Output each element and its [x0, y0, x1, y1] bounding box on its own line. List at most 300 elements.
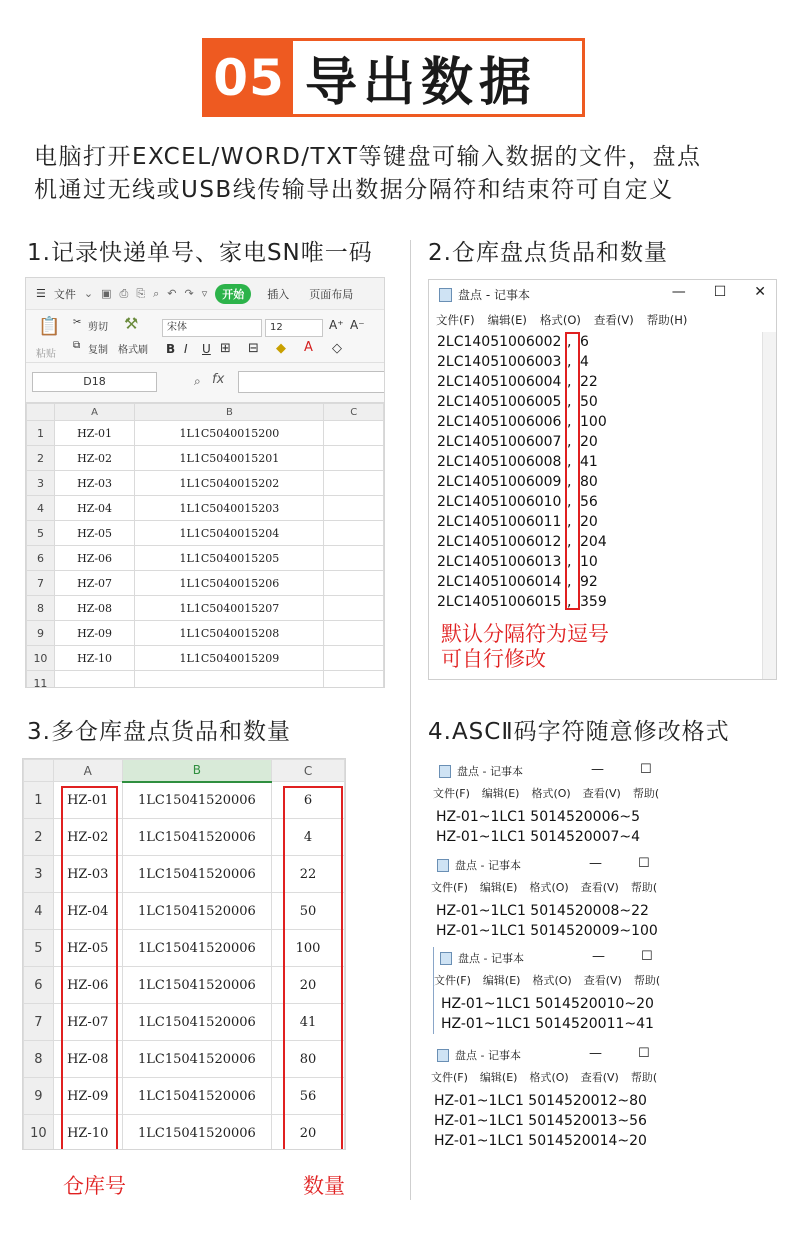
cell-b[interactable]: 1LC15041520006 — [122, 1004, 271, 1041]
notepad-icon — [437, 859, 449, 872]
maximize-icon[interactable]: ☐ — [640, 762, 652, 777]
text-line: HZ-01~1LC1 5014520006~5 — [436, 809, 641, 825]
text-line: HZ-01~1LC1 5014520009~100 — [436, 923, 658, 939]
cell-c[interactable] — [324, 421, 384, 446]
cell-b[interactable]: 1L1C5040015208 — [135, 621, 324, 646]
close-icon[interactable]: ✕ — [754, 284, 766, 300]
cell-a[interactable]: HZ-08 — [53, 1041, 122, 1078]
notepad-title: 盘点 - 记事本 — [458, 952, 524, 965]
row-number[interactable]: 2 — [24, 819, 54, 856]
notepad-menubar — [433, 782, 673, 804]
cell-b[interactable]: 1LC15041520006 — [122, 1115, 271, 1151]
notepad-text-area[interactable] — [434, 991, 685, 1034]
notepad-menubar — [429, 309, 776, 331]
undo-icon[interactable]: ↶ — [167, 287, 177, 300]
column-header-a[interactable]: A — [54, 404, 134, 421]
quantity: 100 — [580, 414, 607, 430]
text-line — [437, 552, 607, 572]
redo-icon[interactable]: ↷ — [184, 287, 194, 300]
text-line — [437, 532, 607, 552]
notepad-window-mini — [431, 1044, 676, 1151]
cell-b[interactable]: 1L1C5040015209 — [135, 646, 324, 671]
notepad-icon — [439, 288, 452, 302]
quantity: 50 — [580, 394, 598, 410]
cell-b[interactable]: 1L1C5040015207 — [135, 596, 324, 621]
cell-a[interactable]: HZ-03 — [54, 471, 134, 496]
text-line: HZ-01~1LC1 5014520013~56 — [434, 1113, 647, 1129]
row-number[interactable]: 11 — [27, 671, 55, 689]
cell-a[interactable]: HZ-02 — [54, 446, 134, 471]
window-controls — [672, 284, 766, 300]
item-code: 2LC14051006011 — [437, 514, 562, 530]
table-row — [27, 471, 384, 496]
banner-title: 导出数据 — [305, 53, 538, 113]
text-line — [437, 492, 607, 512]
text-line — [437, 372, 607, 392]
menu-format[interactable]: 格式(O) — [532, 974, 572, 987]
cell-c[interactable] — [324, 621, 384, 646]
cell-a[interactable]: HZ-09 — [54, 621, 134, 646]
cell-a[interactable]: HZ-08 — [54, 596, 134, 621]
export-icon[interactable]: ⎙ — [119, 286, 129, 300]
minimize-icon[interactable]: — — [589, 856, 602, 871]
select-all-corner[interactable] — [24, 760, 54, 782]
eraser-icon[interactable]: ◇ — [332, 341, 342, 356]
cell-b[interactable]: 1LC15041520006 — [122, 967, 271, 1004]
table-row — [27, 621, 384, 646]
cell-a[interactable]: HZ-04 — [53, 893, 122, 930]
name-box[interactable]: D18 — [32, 372, 157, 392]
cell-a[interactable] — [54, 671, 134, 689]
formula-bar — [26, 363, 384, 403]
cell-b[interactable]: 1LC15041520006 — [122, 1041, 271, 1078]
menu-help[interactable]: 帮助( — [630, 1071, 658, 1084]
cell-c[interactable] — [324, 596, 384, 621]
cell-a[interactable]: HZ-07 — [54, 571, 134, 596]
notepad-titlebar — [431, 1044, 676, 1066]
table-row — [27, 571, 384, 596]
notepad-icon — [439, 765, 451, 778]
text-line — [437, 412, 607, 432]
cell-c[interactable]: 56 — [272, 1078, 345, 1115]
menu-view[interactable]: 查看(V) — [593, 313, 634, 327]
excel-window-1 — [25, 277, 385, 688]
notepad-icon — [440, 952, 452, 965]
table-row — [27, 646, 384, 671]
quantity: 204 — [580, 534, 607, 550]
cell-a[interactable]: HZ-10 — [54, 646, 134, 671]
separator: , — [567, 574, 572, 590]
print-icon[interactable]: ⎘ — [136, 286, 146, 300]
warehouse-label: 仓库号 — [63, 1174, 126, 1198]
menu-format[interactable]: 格式(O) — [531, 787, 571, 800]
notepad-text-area[interactable] — [431, 898, 671, 941]
menu-edit[interactable]: 编辑(E) — [482, 974, 521, 987]
cell-b[interactable]: 1L1C5040015200 — [135, 421, 324, 446]
quantity: 20 — [580, 434, 598, 450]
notepad-window-2 — [428, 279, 777, 680]
cell-c[interactable]: 20 — [272, 1115, 345, 1151]
row-number[interactable]: 4 — [24, 893, 54, 930]
text-line — [437, 472, 607, 492]
quantity-column-highlight — [283, 786, 343, 1150]
notepad-menubar — [434, 969, 685, 991]
notepad-window-mini — [433, 947, 685, 1034]
borders-icon[interactable]: ⊞ — [220, 341, 231, 356]
format-painter-button[interactable]: 格式刷 — [118, 345, 148, 356]
excel-window-3 — [22, 758, 346, 1150]
row-number[interactable]: 1 — [24, 782, 54, 819]
notepad-titlebar — [431, 854, 671, 876]
cell-a[interactable]: HZ-06 — [54, 546, 134, 571]
cell-c[interactable] — [324, 546, 384, 571]
separator-highlight-box — [565, 332, 580, 610]
font-select[interactable]: 宋体 — [162, 319, 262, 337]
maximize-icon[interactable]: ☐ — [641, 949, 653, 964]
warehouse-column-highlight — [61, 786, 118, 1150]
separator: , — [567, 354, 572, 370]
item-code: 2LC14051006002 — [437, 334, 562, 350]
menu-view[interactable]: 查看(V) — [580, 1071, 619, 1084]
cell-a[interactable]: HZ-05 — [54, 521, 134, 546]
save-icon[interactable]: ▣ — [101, 287, 112, 300]
row-number[interactable]: 4 — [27, 496, 55, 521]
menu-file[interactable]: 文件 — [53, 287, 76, 301]
merge-icon[interactable]: ⊟ — [248, 341, 259, 356]
select-all-corner[interactable] — [27, 404, 55, 421]
tab-page-layout[interactable]: 页面布局 — [309, 287, 354, 301]
cell-b[interactable]: 1L1C5040015202 — [135, 471, 324, 496]
formula-input[interactable] — [238, 371, 385, 393]
notepad-title: 盘点 - 记事本 — [457, 765, 523, 778]
maximize-icon[interactable]: ☐ — [638, 856, 650, 871]
text-line: HZ-01~1LC1 5014520011~41 — [441, 1016, 654, 1032]
notepad-text-area[interactable] — [431, 1088, 676, 1151]
quantity: 56 — [580, 494, 598, 510]
cell-a[interactable]: HZ-03 — [53, 856, 122, 893]
cell-b[interactable] — [135, 671, 324, 689]
cell-a[interactable]: HZ-04 — [54, 496, 134, 521]
row-number[interactable]: 5 — [27, 521, 55, 546]
quantity: 80 — [580, 474, 598, 490]
cut-button[interactable]: 剪切 — [88, 322, 108, 333]
chevron-down-icon[interactable]: ⌄ — [83, 287, 94, 300]
table-row — [27, 596, 384, 621]
separator: , — [567, 374, 572, 390]
section-banner — [202, 38, 585, 117]
separator-note — [441, 622, 609, 672]
notepad-title: 盘点 - 记事本 — [455, 1049, 521, 1062]
separator: , — [567, 534, 572, 550]
window-controls — [589, 856, 650, 871]
notepad-text-area[interactable] — [437, 332, 607, 612]
table-row — [27, 521, 384, 546]
text-line — [437, 512, 607, 532]
maximize-icon[interactable]: ☐ — [638, 1046, 650, 1061]
vertical-scrollbar[interactable] — [762, 332, 776, 680]
cell-a[interactable]: HZ-02 — [53, 819, 122, 856]
separator: , — [567, 594, 572, 610]
window-controls — [589, 1046, 650, 1061]
row-number[interactable]: 6 — [24, 967, 54, 1004]
minimize-icon[interactable]: — — [589, 1046, 602, 1061]
column-header-b[interactable]: B — [135, 404, 324, 421]
cell-c[interactable]: 4 — [272, 819, 345, 856]
preview-icon[interactable]: ⌕ — [153, 286, 160, 300]
menu-view[interactable]: 查看(V) — [583, 974, 622, 987]
quantity: 92 — [580, 574, 598, 590]
table-row — [27, 546, 384, 571]
copy-icon[interactable]: ⧉ — [73, 340, 81, 351]
cell-b[interactable]: 1L1C5040015205 — [135, 546, 324, 571]
cell-a[interactable]: HZ-09 — [53, 1078, 122, 1115]
item-code: 2LC14051006003 — [437, 354, 562, 370]
item-code: 2LC14051006004 — [437, 374, 562, 390]
row-number[interactable]: 7 — [24, 1004, 54, 1041]
section-title-1: 1.记录快递单号、家电SN唯一码 — [27, 240, 373, 266]
format-painter-icon[interactable]: ⚒ — [124, 314, 139, 333]
notepad-menubar — [431, 876, 671, 898]
italic-button[interactable]: I — [184, 342, 188, 356]
excel-menubar — [26, 278, 384, 310]
row-number[interactable]: 3 — [27, 471, 55, 496]
quantity: 359 — [580, 594, 607, 610]
excel-grid-1 — [26, 403, 384, 688]
quantity: 41 — [580, 454, 598, 470]
row-number[interactable]: 3 — [24, 856, 54, 893]
notepad-text-area[interactable] — [433, 804, 673, 847]
cell-c[interactable] — [324, 471, 384, 496]
cell-b[interactable]: 1LC15041520006 — [122, 893, 271, 930]
notepad-title: 盘点 - 记事本 — [458, 288, 530, 302]
cell-c[interactable]: 6 — [272, 782, 345, 819]
row-number[interactable]: 5 — [24, 930, 54, 967]
quantity: 6 — [580, 334, 589, 350]
column-header-a[interactable]: A — [53, 760, 122, 782]
tab-insert[interactable]: 插入 — [267, 287, 290, 301]
minimize-icon[interactable]: — — [591, 762, 604, 777]
separator: , — [567, 494, 572, 510]
minimize-icon[interactable]: — — [671, 284, 686, 300]
hamburger-icon[interactable]: ☰ — [36, 287, 46, 300]
quantity: 10 — [580, 554, 598, 570]
menu-file[interactable]: 文件(F) — [434, 974, 471, 987]
notepad-titlebar — [429, 280, 776, 309]
column-header-b[interactable]: B — [122, 760, 271, 782]
menu-help[interactable]: 帮助( — [630, 881, 658, 894]
column-header-c[interactable]: C — [324, 404, 384, 421]
item-code: 2LC14051006006 — [437, 414, 562, 430]
paste-icon[interactable]: 📋 — [38, 316, 61, 337]
text-line — [437, 432, 607, 452]
menu-view[interactable]: 查看(V) — [582, 787, 621, 800]
text-line — [437, 572, 607, 592]
cell-b[interactable]: 1L1C5040015204 — [135, 521, 324, 546]
row-number[interactable]: 9 — [24, 1078, 54, 1115]
cell-c[interactable]: 80 — [272, 1041, 345, 1078]
cell-c[interactable]: 100 — [272, 930, 345, 967]
menu-view[interactable]: 查看(V) — [580, 881, 619, 894]
text-line — [437, 352, 607, 372]
cell-a[interactable]: HZ-07 — [53, 1004, 122, 1041]
item-code: 2LC14051006012 — [437, 534, 562, 550]
maximize-icon[interactable]: ☐ — [713, 284, 727, 300]
section-title-3: 3.多仓库盘点货品和数量 — [27, 719, 291, 745]
separator: , — [567, 514, 572, 530]
menu-edit[interactable]: 编辑(E) — [481, 787, 520, 800]
section-title-4: 4.ASCⅡ码字符随意修改格式 — [428, 719, 730, 745]
separator: , — [567, 334, 572, 350]
cell-c[interactable] — [324, 446, 384, 471]
separator: , — [567, 394, 572, 410]
notepad-window-mini — [431, 854, 671, 941]
separator: , — [567, 434, 572, 450]
cell-b[interactable]: 1L1C5040015201 — [135, 446, 324, 471]
text-line — [437, 392, 607, 412]
bold-button[interactable]: B — [166, 342, 176, 356]
cell-c[interactable]: 50 — [272, 893, 345, 930]
font-color-icon[interactable]: A — [304, 340, 313, 355]
intro-text — [34, 141, 764, 207]
tab-start[interactable]: 开始 — [215, 284, 251, 304]
cell-a[interactable]: HZ-06 — [53, 967, 122, 1004]
intro-line-1: 电脑打开EXCEL/WORD/TXT等键盘可输入数据的文件，盘点 — [34, 144, 702, 170]
grow-font-icon[interactable]: A⁺ — [329, 318, 344, 332]
row-number[interactable]: 8 — [24, 1041, 54, 1078]
separator: , — [567, 474, 572, 490]
cell-a[interactable]: HZ-05 — [53, 930, 122, 967]
row-number[interactable]: 2 — [27, 446, 55, 471]
column-header-c[interactable]: C — [272, 760, 345, 782]
notepad-window-mini — [433, 760, 673, 847]
quantity: 20 — [580, 514, 598, 530]
quantity: 4 — [580, 354, 589, 370]
cell-c[interactable]: 22 — [272, 856, 345, 893]
item-code: 2LC14051006014 — [437, 574, 562, 590]
cell-b[interactable]: 1L1C5040015203 — [135, 496, 324, 521]
row-number[interactable]: 8 — [27, 596, 55, 621]
notepad-icon — [437, 1049, 449, 1062]
item-code: 2LC14051006015 — [437, 594, 562, 610]
menu-file[interactable]: 文件(F) — [433, 787, 470, 800]
cell-b[interactable]: 1LC15041520006 — [122, 782, 271, 819]
separator: , — [567, 554, 572, 570]
table-row — [27, 671, 384, 689]
text-line: HZ-01~1LC1 5014520008~22 — [436, 903, 649, 919]
paste-label[interactable]: 粘贴 — [36, 349, 56, 360]
table-row — [27, 496, 384, 521]
menu-file[interactable]: 文件(F) — [431, 1071, 468, 1084]
cell-b[interactable]: 1LC15041520006 — [122, 856, 271, 893]
cell-c[interactable] — [324, 671, 384, 689]
notepad-titlebar — [434, 947, 685, 969]
cell-a[interactable]: HZ-01 — [53, 782, 122, 819]
cell-b[interactable]: 1LC15041520006 — [122, 1078, 271, 1115]
cell-c[interactable] — [324, 496, 384, 521]
row-number[interactable]: 7 — [27, 571, 55, 596]
menu-format[interactable]: 格式(O) — [539, 313, 581, 327]
text-line — [437, 452, 607, 472]
item-code: 2LC14051006009 — [437, 474, 562, 490]
column-header-row — [24, 760, 345, 782]
more-icon[interactable]: ▿ — [201, 287, 208, 300]
menu-edit[interactable]: 编辑(E) — [487, 313, 527, 327]
cell-c[interactable]: 20 — [272, 967, 345, 1004]
section-title-2: 2.仓库盘点货品和数量 — [428, 240, 668, 266]
notepad-menubar — [431, 1066, 676, 1088]
menu-file[interactable]: 文件(F) — [431, 881, 468, 894]
text-line: HZ-01~1LC1 5014520010~20 — [441, 996, 654, 1012]
cell-a[interactable]: HZ-10 — [53, 1115, 122, 1151]
text-line: HZ-01~1LC1 5014520007~4 — [436, 829, 641, 845]
quantity: 22 — [580, 374, 598, 390]
cell-c[interactable] — [324, 646, 384, 671]
intro-line-2: 机通过无线或USB线传输导出数据分隔符和结束符可自定义 — [34, 177, 674, 203]
row-number[interactable]: 10 — [27, 646, 55, 671]
column-divider — [410, 240, 411, 1200]
fx-icon[interactable]: fx — [212, 372, 225, 387]
cell-a[interactable]: HZ-01 — [54, 421, 134, 446]
shrink-font-icon[interactable]: A⁻ — [350, 318, 365, 332]
cell-b[interactable]: 1LC15041520006 — [122, 819, 271, 856]
cell-c[interactable]: 41 — [272, 1004, 345, 1041]
underline-button[interactable]: U — [202, 342, 211, 356]
menu-edit[interactable]: 编辑(E) — [479, 881, 518, 894]
item-code: 2LC14051006013 — [437, 554, 562, 570]
row-number[interactable]: 1 — [27, 421, 55, 446]
row-number[interactable]: 9 — [27, 621, 55, 646]
notepad-titlebar — [433, 760, 673, 782]
cell-c[interactable] — [324, 571, 384, 596]
table-row — [27, 446, 384, 471]
text-line — [437, 332, 607, 352]
separator: , — [567, 414, 572, 430]
menu-format[interactable]: 格式(O) — [529, 1071, 569, 1084]
menu-file[interactable]: 文件(F) — [436, 313, 475, 327]
item-code: 2LC14051006010 — [437, 494, 562, 510]
quantity-label: 数量 — [303, 1174, 345, 1198]
zoom-icon[interactable]: ⌕ — [194, 374, 201, 388]
menu-help[interactable]: 帮助(H) — [646, 313, 688, 327]
item-code: 2LC14051006005 — [437, 394, 562, 410]
cell-c[interactable] — [324, 521, 384, 546]
table-row — [27, 421, 384, 446]
separator: , — [567, 454, 572, 470]
menu-help[interactable]: 帮助( — [632, 787, 660, 800]
text-line: HZ-01~1LC1 5014520014~20 — [434, 1133, 647, 1149]
item-code: 2LC14051006007 — [437, 434, 562, 450]
banner-number: 05 — [205, 41, 293, 114]
copy-button[interactable]: 复制 — [88, 345, 108, 356]
scissors-icon[interactable]: ✂ — [73, 317, 82, 328]
font-size-select[interactable]: 12 — [265, 319, 323, 337]
item-code: 2LC14051006008 — [437, 454, 562, 470]
notepad-title: 盘点 - 记事本 — [455, 859, 521, 872]
excel-ribbon — [26, 310, 384, 363]
cell-b[interactable]: 1L1C5040015206 — [135, 571, 324, 596]
text-line — [437, 592, 607, 612]
window-controls — [592, 949, 653, 964]
menu-format[interactable]: 格式(O) — [529, 881, 569, 894]
fill-color-icon[interactable]: ◆ — [276, 341, 286, 356]
cell-b[interactable]: 1LC15041520006 — [122, 930, 271, 967]
minimize-icon[interactable]: — — [592, 949, 605, 964]
row-number[interactable]: 6 — [27, 546, 55, 571]
menu-help[interactable]: 帮助( — [633, 974, 661, 987]
row-number[interactable]: 10 — [24, 1115, 54, 1151]
menu-edit[interactable]: 编辑(E) — [479, 1071, 518, 1084]
text-line: HZ-01~1LC1 5014520012~80 — [434, 1093, 647, 1109]
